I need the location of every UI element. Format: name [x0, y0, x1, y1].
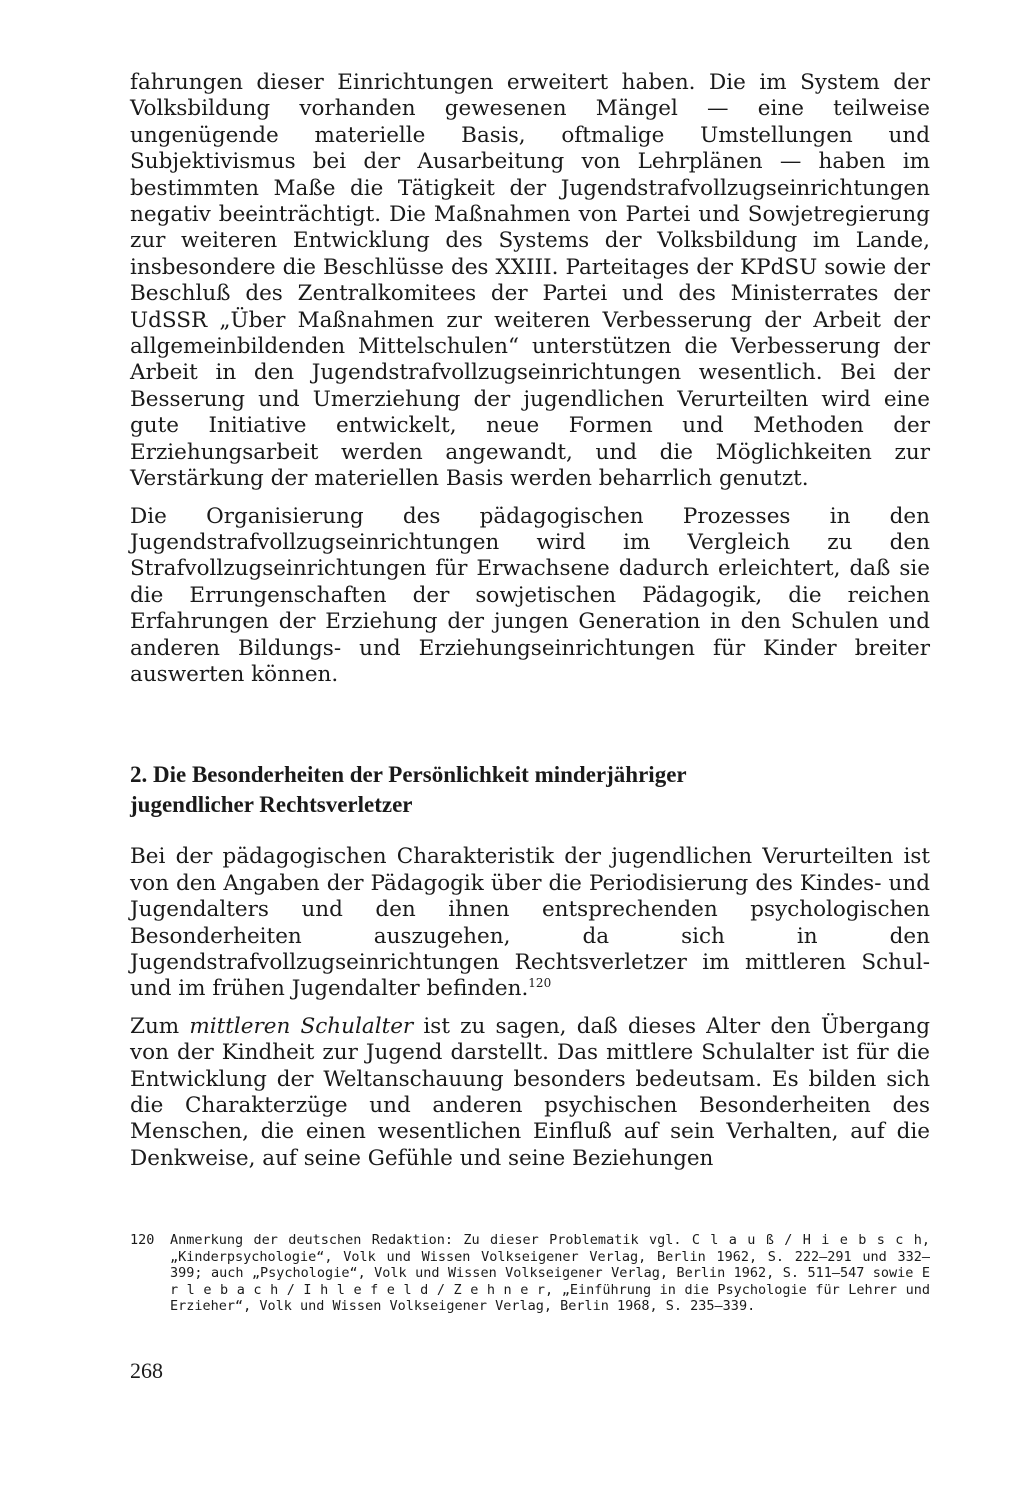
paragraph-3 [130, 844, 930, 1002]
section-heading [130, 760, 930, 820]
section-heading-line-2: jugendlicher Rechtsverletzer [130, 792, 413, 818]
paragraph-2: Die Organisierung des pädagogischen Prozesses in den Jugendstrafvollzugseinrichtungen wird im Vergleich zu den Strafvollzugseinrichtungen für Erwachsene dadurch erleichtert, daß sie die Errungenschaften der sowjetischen Pädagogik, die reichen Erfahrungen der Erziehung der jungen Generation in den Schulen und anderen Bildungs- und Erziehungseinrichtungen für Kinder breiter auswerten können. [130, 503, 930, 687]
footnote [130, 1232, 930, 1315]
paragraph-4-emphasis: mittleren Schulalter [189, 1013, 414, 1039]
paragraph-4-lead: Zum [130, 1013, 190, 1039]
paragraph-1: fahrungen dieser Einrichtungen erweitert haben. Die im System der Volksbildung vorhanden gewesenen Mängel — eine teilweise ungenügende materielle Basis, oftmalige Umstellungen und Subjektivismus bei der Ausarbeitung von Lehrplänen — haben im bestimmten Maße die Tätigkeit der Jugendstrafvollzugseinrichtungen negativ beeinträchtigt. Die Maßnahmen von Partei und Sowjetregierung zur weiteren Entwicklung des Systems der Volksbildung im Lande, insbesondere die Beschlüsse des XXIII. Parteitages der KPdSU sowie der Beschluß des Zentralkomitees der Partei und des Ministerrates der UdSSR „Über Maßnahmen zur weiteren Verbesserung der Arbeit der allgemeinbildenden Mittelschulen“ unterstützen die Verbesserung der Arbeit in den Jugendstrafvollzugseinrichtungen wesentlich. Bei der Besserung und Umerziehung der jugendlichen Verurteilten wird eine gute Initiative entwickelt, neue Formen und Methoden der Erziehungsarbeit werden angewandt, und die Möglichkeiten zur Verstärkung der materiellen Basis werden beharrlich genutzt. [130, 70, 930, 492]
paragraph-3-text: Bei der pädagogischen Charakteristik der jugendlichen Verurteilten ist von den Angaben der Pädagogik über die Periodisierung des Kindes- und Jugendalters und den ihnen entsprechenden psychologischen Besonderheiten auszugehen, da sich in den Jugendstrafvollzugseinrichtungen Rechtsverletzer im mittleren Schul- und im frühen Jugendalter befinden. [130, 844, 930, 1002]
section-heading-line-1: 2. Die Besonderheiten der Persönlichkeit minderjähriger [130, 762, 687, 788]
paragraph-4 [130, 1014, 930, 1172]
footnote-text: Anmerkung der deutschen Redaktion: Zu dieser Problematik vgl. C l a u ß / H i e b s c h, „Kinderpsychologie“, Volk und Wissen Volkseigener Verlag, Berlin 1962, S. 222—291 und 332—399; auch „Psychologie“, Volk und Wissen Volkseigener Verlag, Berlin 1962, S. 511—547 sowie E r l e b a c h / I h l e f e l d / Z e h n e r, „Einführung in die Psychologie für Lehrer und Erzieher“, Volk und Wissen Volkseigener Verlag, Berlin 1968, S. 235—339. [170, 1232, 930, 1315]
footnote-reference: 120 [528, 976, 552, 991]
footnote-number: 120 [130, 1232, 155, 1248]
page-body [130, 70, 930, 1172]
paragraph-4-rest: ist zu sagen, daß dieses Alter den Übergang von der Kindheit zur Jugend darstellt. Das mittlere Schulalter ist für die Entwicklung der Weltanschauung besonders bedeutsam. Es bilden sich die Charakterzüge und anderen psychischen Besonderheiten des Menschen, die einen wesentlichen Einfluß auf sein Verhalten, auf die Denkweise, auf seine Gefühle und seine Beziehungen [130, 1013, 930, 1171]
page-number: 268 [130, 1358, 163, 1383]
